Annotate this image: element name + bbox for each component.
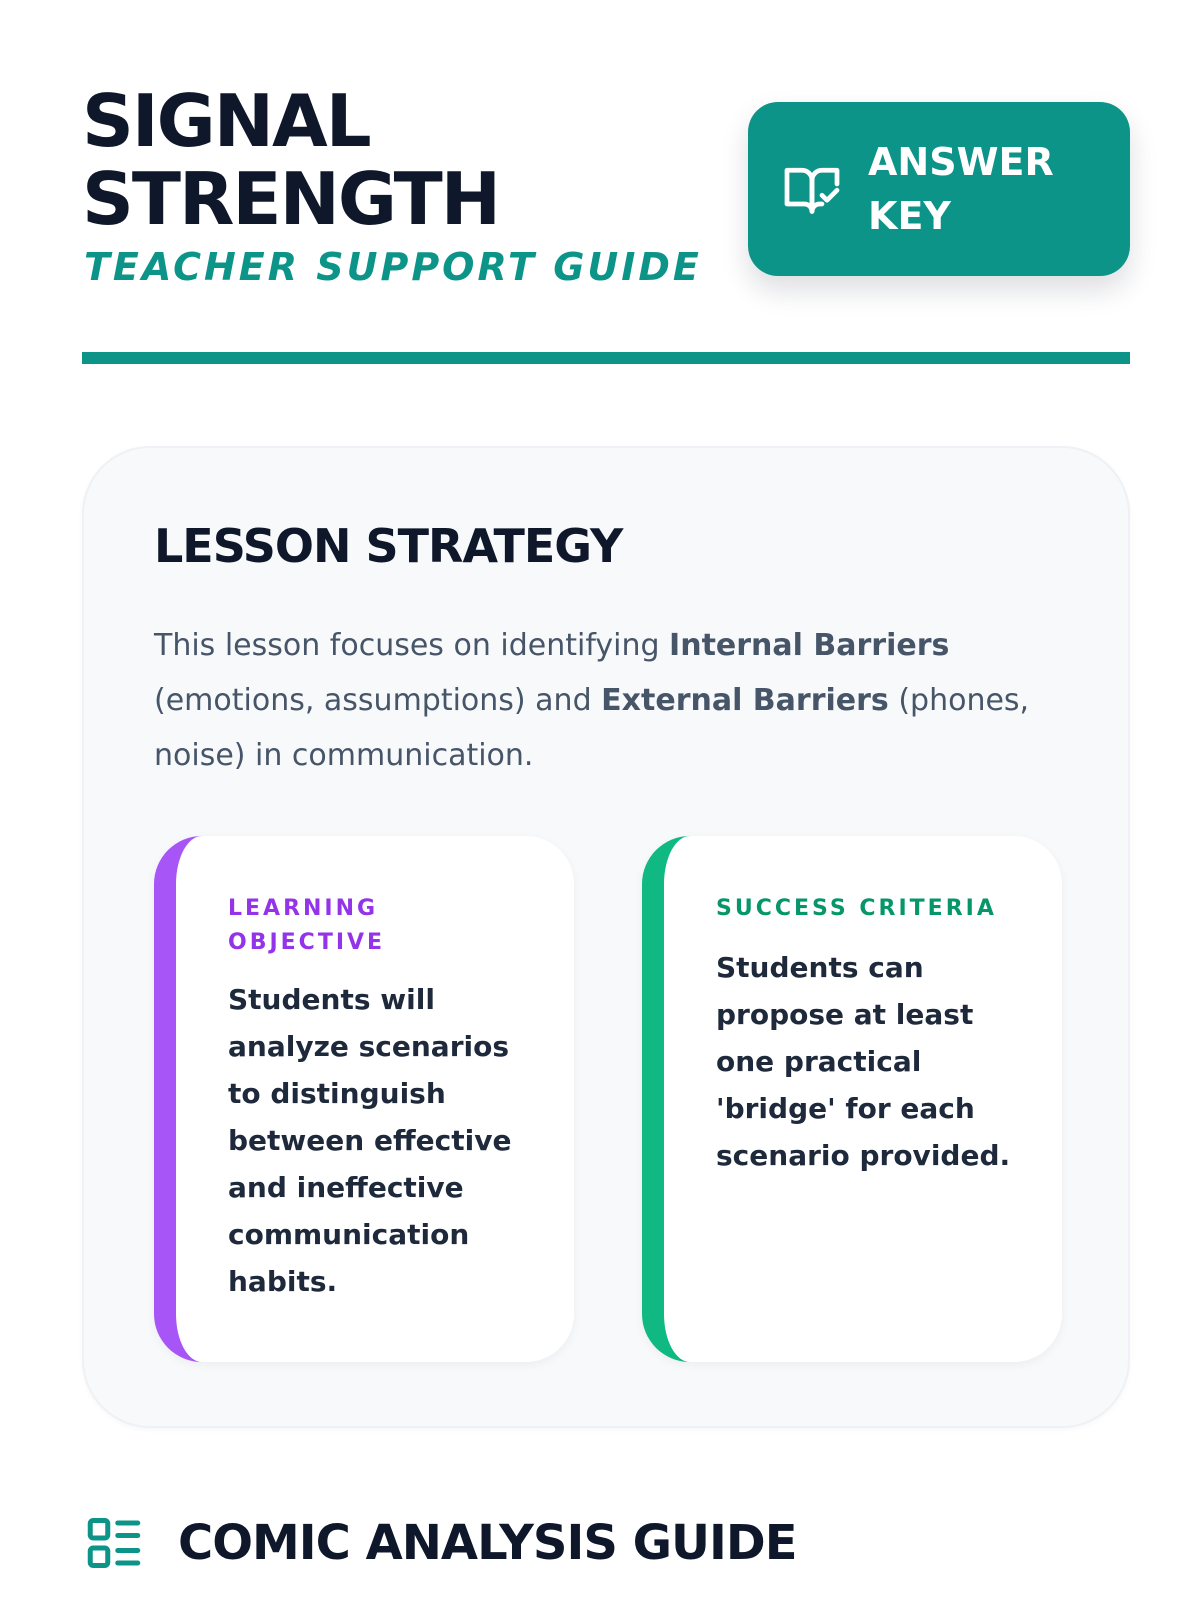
answer-key-button[interactable] bbox=[748, 102, 1130, 276]
internal-barriers-term: Internal Barriers bbox=[669, 628, 950, 663]
header-divider bbox=[82, 352, 1130, 364]
learning-objective-label: LEARNING OBJECTIVE bbox=[228, 896, 386, 955]
list-layout-icon bbox=[84, 1513, 144, 1573]
success-criteria-label: SUCCESS CRITERIA bbox=[716, 896, 997, 921]
intro-text-1: This lesson focuses on identifying bbox=[154, 628, 670, 663]
comic-analysis-heading bbox=[84, 1512, 797, 1574]
page-title: SIGNAL STRENGTH bbox=[82, 79, 500, 241]
success-criteria-text: Students can propose at least one practical 'bridge' for each scenario provided. bbox=[716, 951, 1011, 1172]
comic-analysis-title: COMIC ANALYSIS GUIDE bbox=[178, 1515, 797, 1571]
page-subtitle: TEACHER SUPPORT GUIDE bbox=[84, 245, 702, 289]
lesson-strategy-title: LESSON STRATEGY bbox=[154, 519, 623, 573]
learning-objective-text: Students will analyze scenarios to distinguish between effective and ineffective communication habits. bbox=[228, 983, 512, 1298]
intro-text-2: (emotions, assumptions) and bbox=[154, 683, 602, 718]
answer-key-label: ANSWER KEY bbox=[868, 140, 1054, 238]
success-criteria-card bbox=[642, 836, 1062, 1362]
lesson-strategy-intro bbox=[154, 618, 1064, 783]
intro-text-3: (phones, noise) in communication. bbox=[154, 683, 1030, 773]
book-check-icon bbox=[782, 159, 842, 219]
external-barriers-term: External Barriers bbox=[601, 683, 889, 718]
lesson-strategy-card bbox=[82, 446, 1130, 1428]
learning-objective-card bbox=[154, 836, 574, 1362]
